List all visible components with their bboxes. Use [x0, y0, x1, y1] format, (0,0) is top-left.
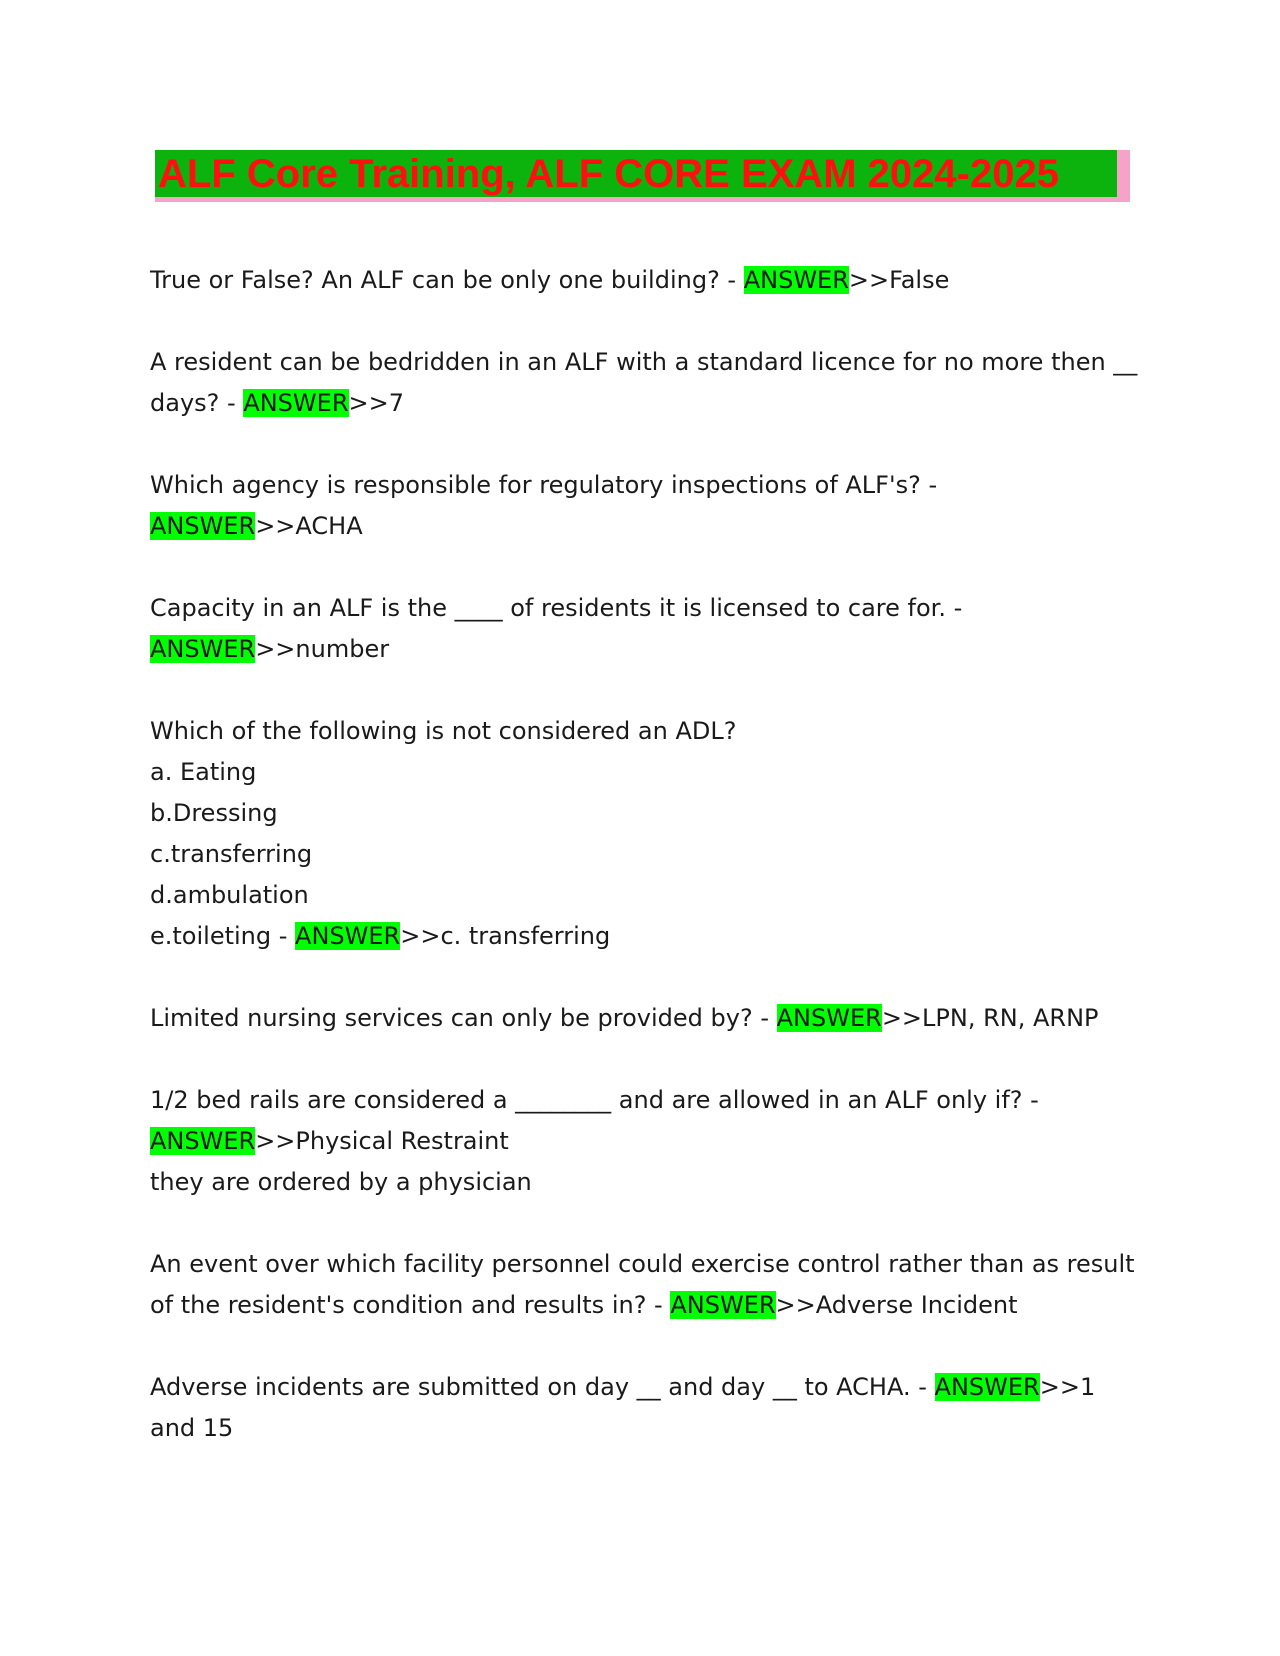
answer-text: >>LPN, RN, ARNP — [881, 1004, 1099, 1032]
qa-line — [150, 875, 1140, 916]
question-text: days? - — [150, 389, 244, 417]
qa-line — [150, 1367, 1140, 1408]
question-text: d.ambulation — [150, 881, 309, 909]
qa-line — [150, 588, 1140, 629]
answer-text: >>Physical Restraint — [255, 1127, 509, 1155]
answer-text: >>ACHA — [255, 512, 363, 540]
question-text: Adverse incidents are submitted on day __ and day __ to ACHA. - — [150, 1373, 935, 1401]
question-text: An event over which facility personnel could exercise control rather than as result — [150, 1250, 1135, 1278]
answer-label: ANSWER — [150, 635, 256, 663]
answer-label: ANSWER — [670, 1291, 776, 1319]
title-highlight — [155, 150, 1117, 197]
qa-item — [150, 1244, 1140, 1326]
qa-line — [150, 1244, 1140, 1285]
answer-label: ANSWER — [150, 1127, 256, 1155]
qa-line — [150, 1162, 1140, 1203]
answer-text: >>1 — [1039, 1373, 1096, 1401]
question-text: c.transferring — [150, 840, 313, 868]
qa-line — [150, 1080, 1140, 1121]
qa-line — [150, 916, 1140, 957]
qa-line — [150, 383, 1140, 424]
qa-line — [150, 629, 1140, 670]
qa-item — [150, 465, 1140, 547]
answer-text: >>False — [848, 266, 950, 294]
question-text: they are ordered by a physician — [150, 1168, 532, 1196]
answer-text: >>c. transferring — [400, 922, 611, 950]
answer-label: ANSWER — [934, 1373, 1040, 1401]
qa-item — [150, 1080, 1140, 1203]
qa-line — [150, 793, 1140, 834]
qa-line — [150, 465, 1140, 506]
qa-item — [150, 588, 1140, 670]
document-title: ALF Core Training, ALF CORE EXAM 2024-2025 — [158, 152, 1059, 196]
question-text: Limited nursing services can only be provided by? - — [150, 1004, 777, 1032]
qa-list — [150, 260, 1140, 1490]
qa-line — [150, 752, 1140, 793]
question-text: True or False? An ALF can be only one building? - — [150, 266, 744, 294]
question-text: of the resident's condition and results in? - — [150, 1291, 671, 1319]
question-text: Which of the following is not considered an ADL? — [150, 717, 737, 745]
answer-label: ANSWER — [243, 389, 349, 417]
qa-line — [150, 834, 1140, 875]
question-text: b.Dressing — [150, 799, 278, 827]
answer-label: ANSWER — [743, 266, 849, 294]
answer-text: >>number — [255, 635, 390, 663]
title-banner — [155, 150, 1130, 202]
qa-line — [150, 998, 1140, 1039]
qa-line — [150, 1408, 1140, 1449]
answer-label: ANSWER — [776, 1004, 882, 1032]
qa-item — [150, 1367, 1140, 1449]
qa-item — [150, 998, 1140, 1039]
qa-item — [150, 342, 1140, 424]
question-text: 1/2 bed rails are considered a ________ and are allowed in an ALF only if? - — [150, 1086, 1039, 1114]
answer-text: >>Adverse Incident — [775, 1291, 1018, 1319]
question-text: Capacity in an ALF is the ____ of residents it is licensed to care for. - — [150, 594, 963, 622]
question-text: Which agency is responsible for regulatory inspections of ALF's? - — [150, 471, 938, 499]
question-text: and 15 — [150, 1414, 234, 1442]
answer-label: ANSWER — [150, 512, 256, 540]
answer-label: ANSWER — [295, 922, 401, 950]
qa-line — [150, 260, 1140, 301]
answer-text: >>7 — [348, 389, 404, 417]
qa-item — [150, 260, 1140, 301]
question-text: A resident can be bedridden in an ALF with a standard licence for no more then __ — [150, 348, 1138, 376]
question-text: e.toileting - — [150, 922, 296, 950]
qa-line — [150, 1285, 1140, 1326]
question-text: a. Eating — [150, 758, 257, 786]
qa-item — [150, 711, 1140, 957]
qa-line — [150, 1121, 1140, 1162]
qa-line — [150, 711, 1140, 752]
qa-line — [150, 342, 1140, 383]
qa-line — [150, 506, 1140, 547]
